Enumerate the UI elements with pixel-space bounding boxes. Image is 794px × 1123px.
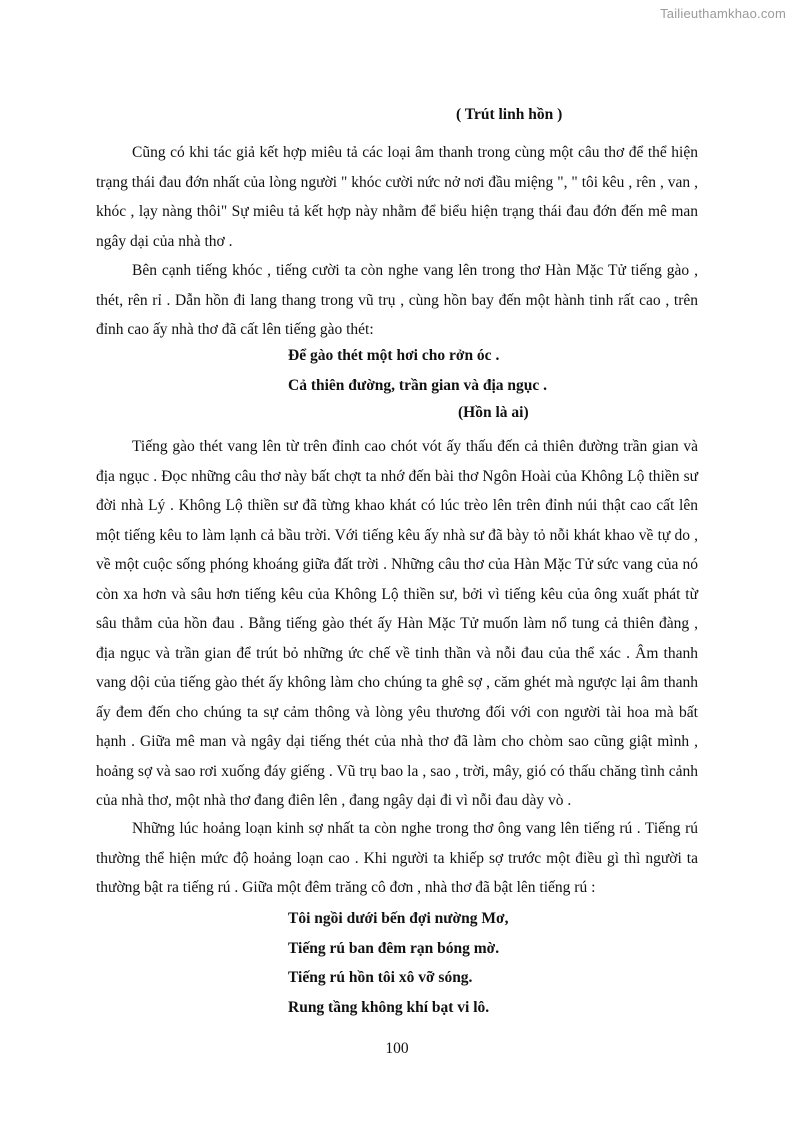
verse-block-1 xyxy=(288,341,547,400)
verse-line: Rung tầng không khí bạt vi lô. xyxy=(288,998,490,1016)
verse-line: Tiếng rú hồn tôi xô vỡ sóng. xyxy=(288,969,473,986)
verse-line: Tôi ngồi dưới bến đợi nường Mơ, xyxy=(288,910,509,927)
verse-1-source: (Hồn là ai) xyxy=(458,404,529,421)
paragraph-khong-lo-comparison: Tiếng gào thét vang lên từ trên đỉnh cao chót vót ấy thấu đến cả thiên đường trần gian và địa ngục . Đọc những câu thơ này bất chợt ta nhớ đến bài thơ Ngôn Hoài của Không Lộ thiền sư đời nhà Lý . Không Lộ thiền sư đã từng khao khát có lúc trèo lên trên đỉnh núi thật cao cất lên một tiếng kêu to làm lạnh cả bầu trời. Với tiếng kêu ấy nhà sư đã bày tỏ nỗi khát khao về tự do , về một cuộc sống phóng khoáng giữa đất trời . Những câu thơ của Hàn Mặc Tử sức vang của nó còn xa hơn và sâu hơn tiếng kêu của Không Lộ thiền sư, bởi vì tiếng kêu của ông xuất phát từ sâu thẳm của hồn đau . Bằng tiếng gào thét ấy Hàn Mặc Tử muốn làm nổ tung cả thiên đàng , địa ngục và trần gian để trút bỏ những ức chế về tinh thần và nỗi đau của thể xác . Âm thanh vang dội của tiếng gào thét ấy không làm cho chúng ta ghê sợ , căm ghét mà ngược lại âm thanh ấy đem đến cho chúng ta sự cảm thông và lòng yêu thương đối với con người tài hoa mà bất hạnh . Giữa mê man và ngây dại tiếng thét của nhà thơ đã làm cho chòm sao cũng giật mình , hoảng sợ và sao rơi xuống đáy giếng . Vũ trụ bao la , sao , trời, mây, gió có thấu chăng tình cảnh của nhà thơ, một nhà thơ đang điên lên , đang ngây dại đi vì nỗi đau dày vò . xyxy=(96,438,698,809)
verse-line: Tiếng rú ban đêm rạn bóng mờ. xyxy=(288,939,500,957)
page-number: 100 xyxy=(385,1040,409,1057)
paragraph-screaming: Bên cạnh tiếng khóc , tiếng cười ta còn nghe vang lên trong thơ Hàn Mặc Tử tiếng gào , thét, rên rỉ . Dẫn hồn đi lang thang trong vũ trụ , cùng hồn bay đến một hành tinh rất cao , trên đỉnh cao ấy nhà thơ đã cất lên tiếng gào thét: xyxy=(96,262,698,338)
verse-line: Cả thiên đường, trần gian và địa ngục . xyxy=(288,376,548,394)
poem-source-caption: ( Trút linh hồn ) xyxy=(456,106,563,123)
verse-block-2 xyxy=(288,904,508,1022)
paragraph-sound-combination: Cũng có khi tác giả kết hợp miêu tả các loại âm thanh trong cùng một câu thơ để thể hiện trạng thái đau đớn nhất của lòng người " khóc cười nức nở nơi đầu miệng ", " tôi kêu , rên , van , khóc , lạy nàng thôi" Sự miêu tả kết hợp này nhằm để biểu hiện trạng thái đau đớn đến mê man ngây dại của nhà thơ . xyxy=(96,144,698,250)
paragraph-tieng-ru: Những lúc hoảng loạn kinh sợ nhất ta còn nghe trong thơ ông vang lên tiếng rú . Tiếng rú thường thể hiện mức độ hoảng loạn cao . Khi người ta khiếp sợ trước một điều gì thì người ta thường bật ra tiếng rú . Giữa một đêm trăng cô đơn , nhà thơ đã bật lên tiếng rú : xyxy=(96,820,698,896)
verse-line: Để gào thét một hơi cho rởn óc . xyxy=(288,347,500,364)
watermark-text: Tailieuthamkhao.com xyxy=(660,6,786,21)
